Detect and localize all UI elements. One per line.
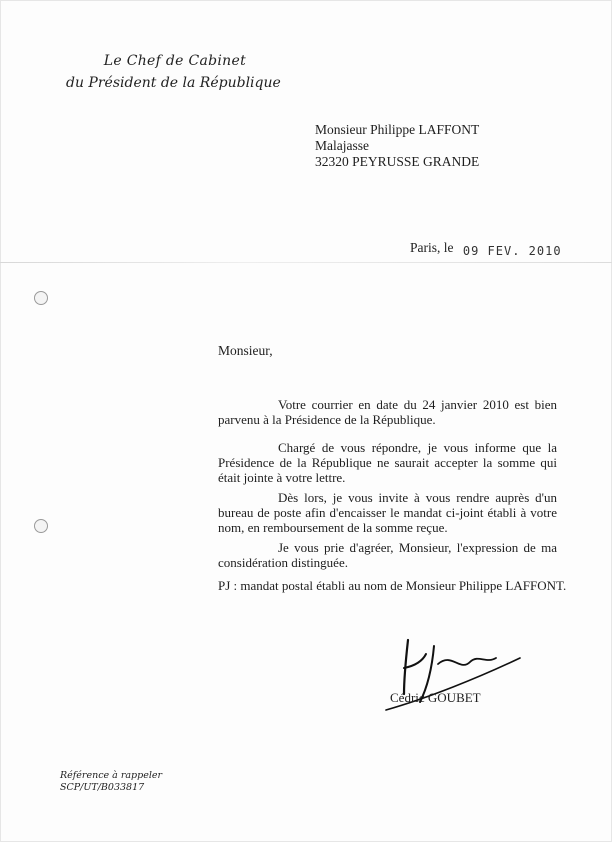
paragraph-2: Chargé de vous répondre, je vous informe que la Présidence de la République ne saurait accepter la somme qui était jointe à votre lettre.	[218, 440, 557, 485]
reference-code: SCP/UT/B033817	[60, 782, 145, 793]
letterhead-subtitle: du Président de la République	[66, 75, 281, 91]
reference-block	[60, 770, 162, 794]
addressee-locality: Malajasse	[315, 138, 369, 153]
letterhead-title: Le Chef de Cabinet	[103, 53, 246, 69]
enclosure-note: PJ : mandat postal établi au nom de Monsieur Philippe LAFFONT.	[218, 578, 567, 593]
reference-label: Référence à rappeler	[60, 770, 163, 781]
punch-hole-bottom	[34, 519, 48, 533]
salutation: Monsieur,	[218, 343, 273, 358]
punch-hole-top	[34, 291, 48, 305]
addressee-block	[315, 122, 479, 170]
paragraph-3: Dès lors, je vous invite à vous rendre auprès d'un bureau de poste afin d'encaisser le mandat ci-joint établi à votre nom, en remboursement de la somme reçue.	[218, 490, 557, 535]
fold-line	[0, 262, 612, 263]
letterhead	[66, 50, 281, 94]
date-place: Paris, le	[410, 240, 454, 255]
signatory-name: Cédric GOUBET	[390, 690, 481, 705]
addressee-postal: 32320 PEYRUSSE GRANDE	[315, 154, 480, 169]
paragraph-1: Votre courrier en date du 24 janvier 2010 est bien parvenu à la Présidence de la République.	[218, 397, 557, 427]
addressee-name: Monsieur Philippe LAFFONT	[315, 122, 480, 137]
paragraph-4: Je vous prie d'agréer, Monsieur, l'expression de ma considération distinguée.	[218, 540, 557, 570]
date-line	[410, 240, 562, 256]
date-stamp: 09 FEV. 2010	[462, 244, 562, 258]
